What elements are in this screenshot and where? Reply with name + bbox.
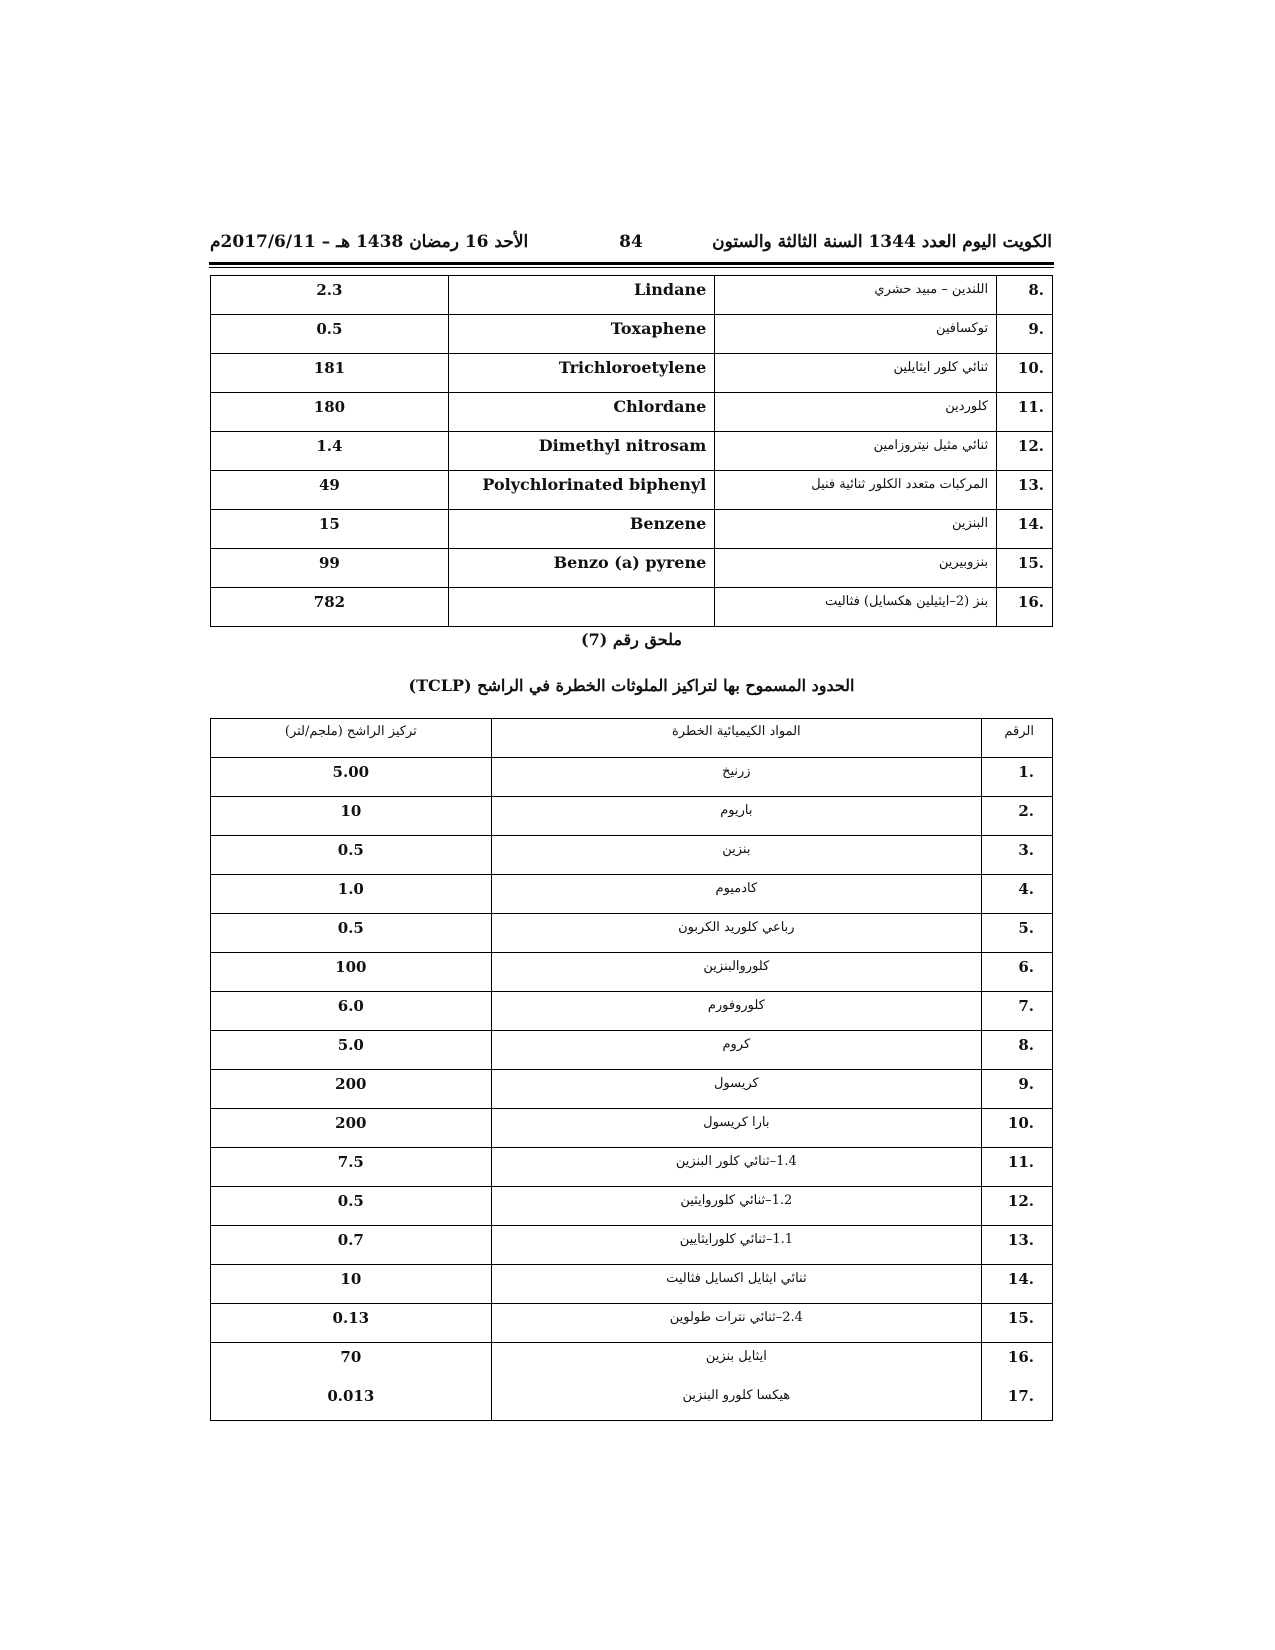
substance-cell: كلوروفورم <box>491 992 981 1031</box>
row-number-cell: .4 <box>982 875 1053 914</box>
row-number-cell: .15 <box>982 1304 1053 1343</box>
table-row <box>211 797 1053 836</box>
value-cell: 0.5 <box>211 1187 492 1226</box>
tclp-limits-table <box>210 718 1053 1421</box>
substance-cell: رباعي كلوريد الكربون <box>491 914 981 953</box>
page-header <box>210 232 1052 258</box>
substance-cell: بنزين <box>491 836 981 875</box>
table-header-row <box>211 719 1053 758</box>
row-number-cell: .16 <box>997 588 1053 627</box>
row-number-cell: .6 <box>982 953 1053 992</box>
page-number: 84 <box>619 232 643 252</box>
table-row <box>211 510 1053 549</box>
value-cell: 181 <box>211 354 449 393</box>
value-cell: 7.5 <box>211 1148 492 1187</box>
substance-cell: هيكسا كلورو البنزين <box>491 1382 981 1421</box>
table-row <box>211 1070 1053 1109</box>
english-name-cell <box>448 588 714 627</box>
table-row <box>211 588 1053 627</box>
value-cell: 0.7 <box>211 1226 492 1265</box>
value-cell: 0.13 <box>211 1304 492 1343</box>
arabic-name-cell: كلوردين <box>715 393 997 432</box>
substance-cell: زرنيخ <box>491 758 981 797</box>
arabic-name-cell: ثنائي مثيل نيتروزامين <box>715 432 997 471</box>
table-row <box>211 1187 1053 1226</box>
limits-table-continued <box>210 275 1053 627</box>
row-number-cell: .12 <box>982 1187 1053 1226</box>
value-cell: 99 <box>211 549 449 588</box>
value-cell: 10 <box>211 797 492 836</box>
header-substance: المواد الكيميائية الخطرة <box>491 719 981 758</box>
table-row <box>211 1304 1053 1343</box>
substance-cell: كريسول <box>491 1070 981 1109</box>
substance-cell: 2.4–ثنائي نترات طولوين <box>491 1304 981 1343</box>
value-cell: 5.0 <box>211 1031 492 1070</box>
table-row <box>211 758 1053 797</box>
value-cell: 180 <box>211 393 449 432</box>
value-cell: 0.5 <box>211 914 492 953</box>
row-number-cell: .9 <box>982 1070 1053 1109</box>
row-number-cell: .2 <box>982 797 1053 836</box>
header-value: تركيز الراشح (ملجم/لتر) <box>211 719 492 758</box>
arabic-name-cell: بنز (2–ايثيلين هكسايل) فثاليت <box>715 588 997 627</box>
row-number-cell: .15 <box>997 549 1053 588</box>
table-row <box>211 1343 1053 1382</box>
row-number-cell: .11 <box>997 393 1053 432</box>
english-name-cell: Chlordane <box>448 393 714 432</box>
value-cell: 200 <box>211 1109 492 1148</box>
header-number: الرقم <box>982 719 1053 758</box>
value-cell: 782 <box>211 588 449 627</box>
value-cell: 100 <box>211 953 492 992</box>
table-row <box>211 1148 1053 1187</box>
english-name-cell: Trichloroetylene <box>448 354 714 393</box>
table-row <box>211 1265 1053 1304</box>
table-row <box>211 1226 1053 1265</box>
row-number-cell: .10 <box>997 354 1053 393</box>
substance-cell: ايثايل بنزين <box>491 1343 981 1382</box>
substance-cell: بارا كريسول <box>491 1109 981 1148</box>
value-cell: 2.3 <box>211 276 449 315</box>
row-number-cell: .10 <box>982 1109 1053 1148</box>
substance-cell: 1.1–ثنائي كلورايثايين <box>491 1226 981 1265</box>
arabic-name-cell: المركبات متعدد الكلور ثنائية فنيل <box>715 471 997 510</box>
substance-cell: كلوروالبنزين <box>491 953 981 992</box>
row-number-cell: .5 <box>982 914 1053 953</box>
row-number-cell: .14 <box>982 1265 1053 1304</box>
table-row <box>211 549 1053 588</box>
substance-cell: كروم <box>491 1031 981 1070</box>
value-cell: 200 <box>211 1070 492 1109</box>
arabic-name-cell: ثنائي كلور ايثايلين <box>715 354 997 393</box>
table-row <box>211 1031 1053 1070</box>
arabic-name-cell: توكسافين <box>715 315 997 354</box>
value-cell: 15 <box>211 510 449 549</box>
substance-cell: ثنائي ايثايل اكسايل فثاليت <box>491 1265 981 1304</box>
table-row <box>211 354 1053 393</box>
value-cell: 1.4 <box>211 432 449 471</box>
table-row <box>211 432 1053 471</box>
table-row <box>211 875 1053 914</box>
table-row <box>211 1382 1053 1421</box>
value-cell: 0.5 <box>211 836 492 875</box>
table-row <box>211 471 1053 510</box>
table-row <box>211 276 1053 315</box>
value-cell: 0.013 <box>211 1382 492 1421</box>
row-number-cell: .13 <box>982 1226 1053 1265</box>
value-cell: 1.0 <box>211 875 492 914</box>
issue-date: الأحد 16 رمضان 1438 هـ – 2017/6/11م <box>210 232 529 252</box>
table-row <box>211 992 1053 1031</box>
row-number-cell: .13 <box>997 471 1053 510</box>
arabic-name-cell: البنزين <box>715 510 997 549</box>
value-cell: 6.0 <box>211 992 492 1031</box>
row-number-cell: .7 <box>982 992 1053 1031</box>
english-name-cell: Benzo (a) pyrene <box>448 549 714 588</box>
table-row <box>211 1109 1053 1148</box>
english-name-cell: Polychlorinated biphenyl <box>448 471 714 510</box>
table-row <box>211 315 1053 354</box>
substance-cell: باريوم <box>491 797 981 836</box>
row-number-cell: .9 <box>997 315 1053 354</box>
table-row <box>211 953 1053 992</box>
value-cell: 70 <box>211 1343 492 1382</box>
substance-cell: كادميوم <box>491 875 981 914</box>
value-cell: 0.5 <box>211 315 449 354</box>
table-row <box>211 393 1053 432</box>
english-name-cell: Lindane <box>448 276 714 315</box>
row-number-cell: .17 <box>982 1382 1053 1421</box>
table-row <box>211 836 1053 875</box>
arabic-name-cell: بنزوبيرين <box>715 549 997 588</box>
annex-label: ملحق رقم (7) <box>581 630 682 649</box>
row-number-cell: .1 <box>982 758 1053 797</box>
substance-cell: 1.4–ثنائي كلور البنزين <box>491 1148 981 1187</box>
header-rule-thick <box>209 262 1054 265</box>
table-title: الحدود المسموح بها لتراكيز الملوثات الخطرة في الراشح (TCLP) <box>408 676 855 695</box>
value-cell: 49 <box>211 471 449 510</box>
row-number-cell: .3 <box>982 836 1053 875</box>
arabic-name-cell: اللندين – مبيد حشري <box>715 276 997 315</box>
english-name-cell: Benzene <box>448 510 714 549</box>
row-number-cell: .11 <box>982 1148 1053 1187</box>
gazette-issue: الكويت اليوم العدد 1344 السنة الثالثة والستون <box>712 232 1052 252</box>
row-number-cell: .8 <box>982 1031 1053 1070</box>
english-name-cell: Toxaphene <box>448 315 714 354</box>
row-number-cell: .8 <box>997 276 1053 315</box>
substance-cell: 1.2–ثنائي كلوروايثين <box>491 1187 981 1226</box>
table-row <box>211 914 1053 953</box>
header-rule-thin <box>209 267 1054 268</box>
value-cell: 10 <box>211 1265 492 1304</box>
value-cell: 5.00 <box>211 758 492 797</box>
english-name-cell: Dimethyl nitrosam <box>448 432 714 471</box>
row-number-cell: .16 <box>982 1343 1053 1382</box>
row-number-cell: .14 <box>997 510 1053 549</box>
row-number-cell: .12 <box>997 432 1053 471</box>
